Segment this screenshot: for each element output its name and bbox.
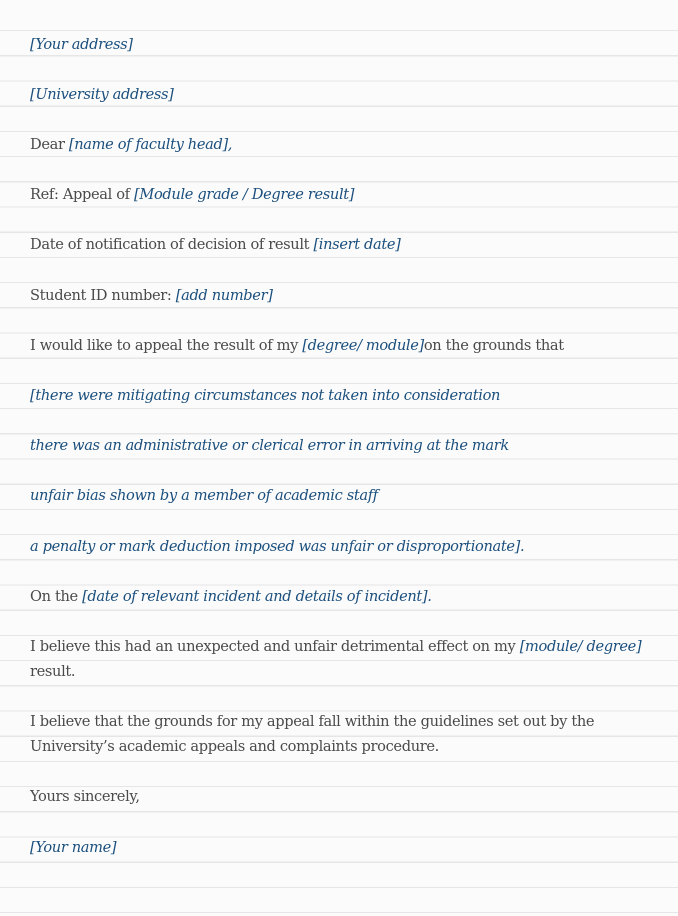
effect-line-continuation	[30, 659, 648, 684]
notification-date-placeholder: [insert date]	[313, 236, 401, 253]
student-id-placeholder: [add number]	[175, 287, 273, 304]
closing	[30, 784, 648, 809]
student-id-prefix: Student ID number:	[30, 287, 176, 304]
signature-placeholder: [Your name]	[30, 839, 117, 856]
student-id-line	[30, 283, 648, 308]
appeal-intro-prefix: I would like to appeal the result of my	[30, 337, 303, 354]
effect-line	[30, 634, 648, 659]
effect-prefix: I believe this had an unexpected and unfair detrimental effect on my	[30, 638, 520, 655]
grounds-item	[30, 433, 648, 458]
salutation	[30, 132, 648, 157]
incident-placeholder: [date of relevant incident and details of incident].	[82, 588, 432, 605]
faculty-head-placeholder: [name of faculty head],	[68, 136, 233, 153]
ground-penalty-deduction: a penalty or mark deduction imposed was unfair or disproportionate].	[30, 538, 525, 555]
reference-placeholder: [Module grade / Degree result]	[134, 186, 355, 203]
your-address-placeholder: [Your address]	[30, 36, 133, 53]
university-address-placeholder: [University address]	[30, 86, 174, 103]
your-address	[30, 32, 648, 57]
salutation-prefix: Dear	[30, 136, 69, 153]
procedure-text-1: I believe that the grounds for my appeal fall within the guidelines set out by the	[30, 713, 595, 730]
appeal-intro	[30, 333, 648, 358]
notification-prefix: Date of notification of decision of result	[30, 236, 314, 253]
incident-line	[30, 584, 648, 609]
incident-prefix: On the	[30, 588, 83, 605]
grounds-item	[30, 383, 648, 408]
signature	[30, 835, 648, 860]
reference-line	[30, 182, 648, 207]
reference-prefix: Ref: Appeal of	[30, 186, 135, 203]
procedure-line-1	[30, 709, 648, 734]
grounds-item	[30, 483, 648, 508]
module-degree-placeholder: [module/ degree]	[519, 638, 642, 655]
procedure-line-2	[30, 734, 648, 759]
ground-administrative-error: there was an administrative or clerical error in arriving at the mark	[30, 437, 509, 454]
procedure-text-2: University’s academic appeals and complaints procedure.	[30, 738, 439, 755]
ground-unfair-bias: unfair bias shown by a member of academic staff	[30, 487, 378, 504]
university-address	[30, 82, 648, 107]
notification-date-line	[30, 232, 648, 257]
degree-module-placeholder: [degree/ module]	[302, 337, 424, 354]
grounds-item	[30, 534, 648, 559]
appeal-intro-suffix: on the grounds that	[423, 337, 564, 354]
closing-text: Yours sincerely,	[30, 788, 140, 805]
effect-suffix: result.	[30, 663, 76, 680]
ground-mitigating-circumstances: [there were mitigating circumstances not taken into consideration	[30, 387, 501, 404]
